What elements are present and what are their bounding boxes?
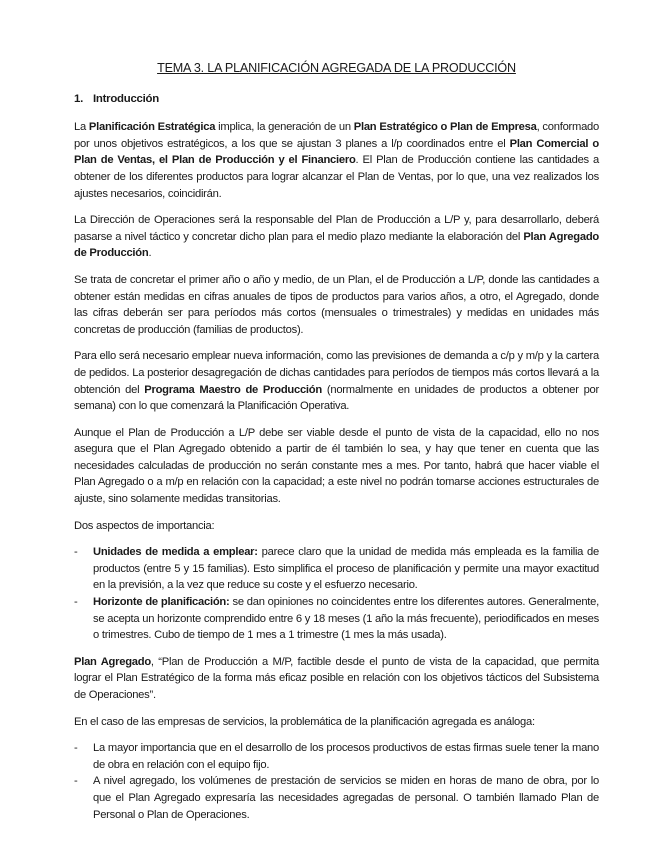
list-item <box>74 544 599 594</box>
paragraph-concretar-plan: Se trata de concretar el primer año o año y medio, de un Plan, el de Producción a L/P, donde las cantidades a obtener están medidas en cifras anuales de tipos de productos para varios años, a otro, el Agregado, donde las cifras deberán ser para períodos más cortos (mensuales o trimestrales) y medidas en unidades más concretas de producción (familias de productos). <box>74 273 599 336</box>
dash-bullet: - <box>74 546 78 559</box>
paragraph-viabilidad-capacidad: Aunque el Plan de Producción a L/P debe ser viable desde el punto de vista de la capacidad, ello no nos asegura que el Plan Agregado obtenido a partir de él también lo sea, y hay que tener en cuenta que las necesidades calculadas de producción no serán constante mes a mes. Por tanto, habrá que hacer viable el Plan Agregado o a m/p en relación con la capacidad; a este nivel no podrán tomarse acciones estructurales de ajuste, sino solamente medidas transitorias. <box>74 426 599 506</box>
list-item <box>74 594 599 644</box>
services-list <box>74 740 599 823</box>
dash-bullet: - <box>74 596 78 609</box>
text-run: parece claro que la unidad de medida más empleada es la familia de productos (entre 5 y 15 familias). Esto simplifica el proceso de planificación y permite una mayor exactitud en la previsión, a la vez que reduce su coste y el esfuerzo necesario. <box>93 546 599 592</box>
text-run: La Dirección de Operaciones será la responsable del Plan de Producción a L/P y, para desarrollarlo, deberá pasarse a nivel táctico y concretar dicho plan para el medio plazo mediante la elaboración del <box>74 214 599 243</box>
dash-bullet: - <box>74 742 78 755</box>
text-run: La <box>74 121 89 134</box>
paragraph-nueva-informacion <box>74 348 599 414</box>
dash-bullet: - <box>74 775 78 788</box>
text-run: implica, la generación de un <box>215 121 354 134</box>
text-run: , conformado por unos objetivos estratégicos, a los que se ajustan 3 planes a l/p coordinados entre el <box>74 121 599 150</box>
text-run: A nivel agregado, los volúmenes de prestación de servicios se miden en horas de mano de obra, por lo que el Plan Agregado expresaría las necesidades agregadas de personal. O también llamado Plan de Personal o Plan de Operaciones. <box>93 775 599 821</box>
section-number: 1. <box>74 92 83 105</box>
text-run: , “Plan de Producción a M/P, factible desde el punto de vista de la capacidad, que permita lograr el Plan Estratégico de la forma más eficaz posible en relación con los objetivos tácticos del Subsistema de Operaciones”. <box>74 655 600 701</box>
text-run: La mayor importancia que en el desarrollo de los procesos productivos de estas firmas suele tener la mano de obra en relación con el equipo fijo. <box>93 742 599 771</box>
paragraph-empresas-servicios: En el caso de las empresas de servicios, la problemática de la planificación agregada es análoga: <box>74 715 535 728</box>
bold-term: Plan Agregado de Producción <box>74 230 600 260</box>
list-item <box>74 773 599 823</box>
paragraph-planificacion-estrategica <box>74 119 599 202</box>
paragraph-direccion-operaciones <box>74 212 599 262</box>
paragraph-dos-aspectos: Dos aspectos de importancia: <box>74 519 215 532</box>
bold-term: Programa Maestro de Producción <box>144 383 322 396</box>
bold-term: Planificación Estratégica <box>88 121 216 134</box>
section-heading <box>74 91 599 108</box>
bold-term: Horizonte de planificación: <box>93 596 230 609</box>
section-title: Introducción <box>93 92 159 105</box>
aspects-list <box>74 544 599 644</box>
list-item <box>74 740 599 773</box>
text-run: Para ello será necesario emplear nueva información, como las previsiones de demanda a c/p y m/p y la cartera de pedidos. La posterior desagregación de dichas cantidades para períodos de tiempos más cortos llevará a la obtención del <box>74 350 599 396</box>
document-title: TEMA 3. LA PLANIFICACIÓN AGREGADA DE LA PRODUCCIÓN <box>157 61 516 75</box>
text-run: . <box>148 247 152 260</box>
text-run: (normalmente en unidades de productos a obtener por semana) con lo que comenzará la Planificación Operativa. <box>74 383 599 413</box>
bold-term: Plan Agregado <box>74 655 151 668</box>
bold-term: Plan Comercial o Plan de Ventas, el Plan de Producción y el Financiero <box>74 137 599 167</box>
paragraph-plan-agregado-definicion <box>74 654 599 704</box>
text-run: . El Plan de Producción contiene las cantidades a obtener de los diferentes productos para lograr alcanzar el Plan de Ventas, por lo que, una vez realizados los ajustes necesarios, coincidirán. <box>74 154 599 200</box>
bold-term: Unidades de medida a emplear: <box>93 546 258 559</box>
text-run: se dan opiniones no coincidentes entre los diferentes autores. Generalmente, se acepta un horizonte comprendido entre 6 y 18 meses (1 año la más frecuente), periodificados en meses o trimestres. Cubo de tiempo de 1 mes a 1 trimestre (1 mes la más usada). <box>93 596 599 642</box>
bold-term: Plan Estratégico o Plan de Empresa <box>353 121 537 134</box>
